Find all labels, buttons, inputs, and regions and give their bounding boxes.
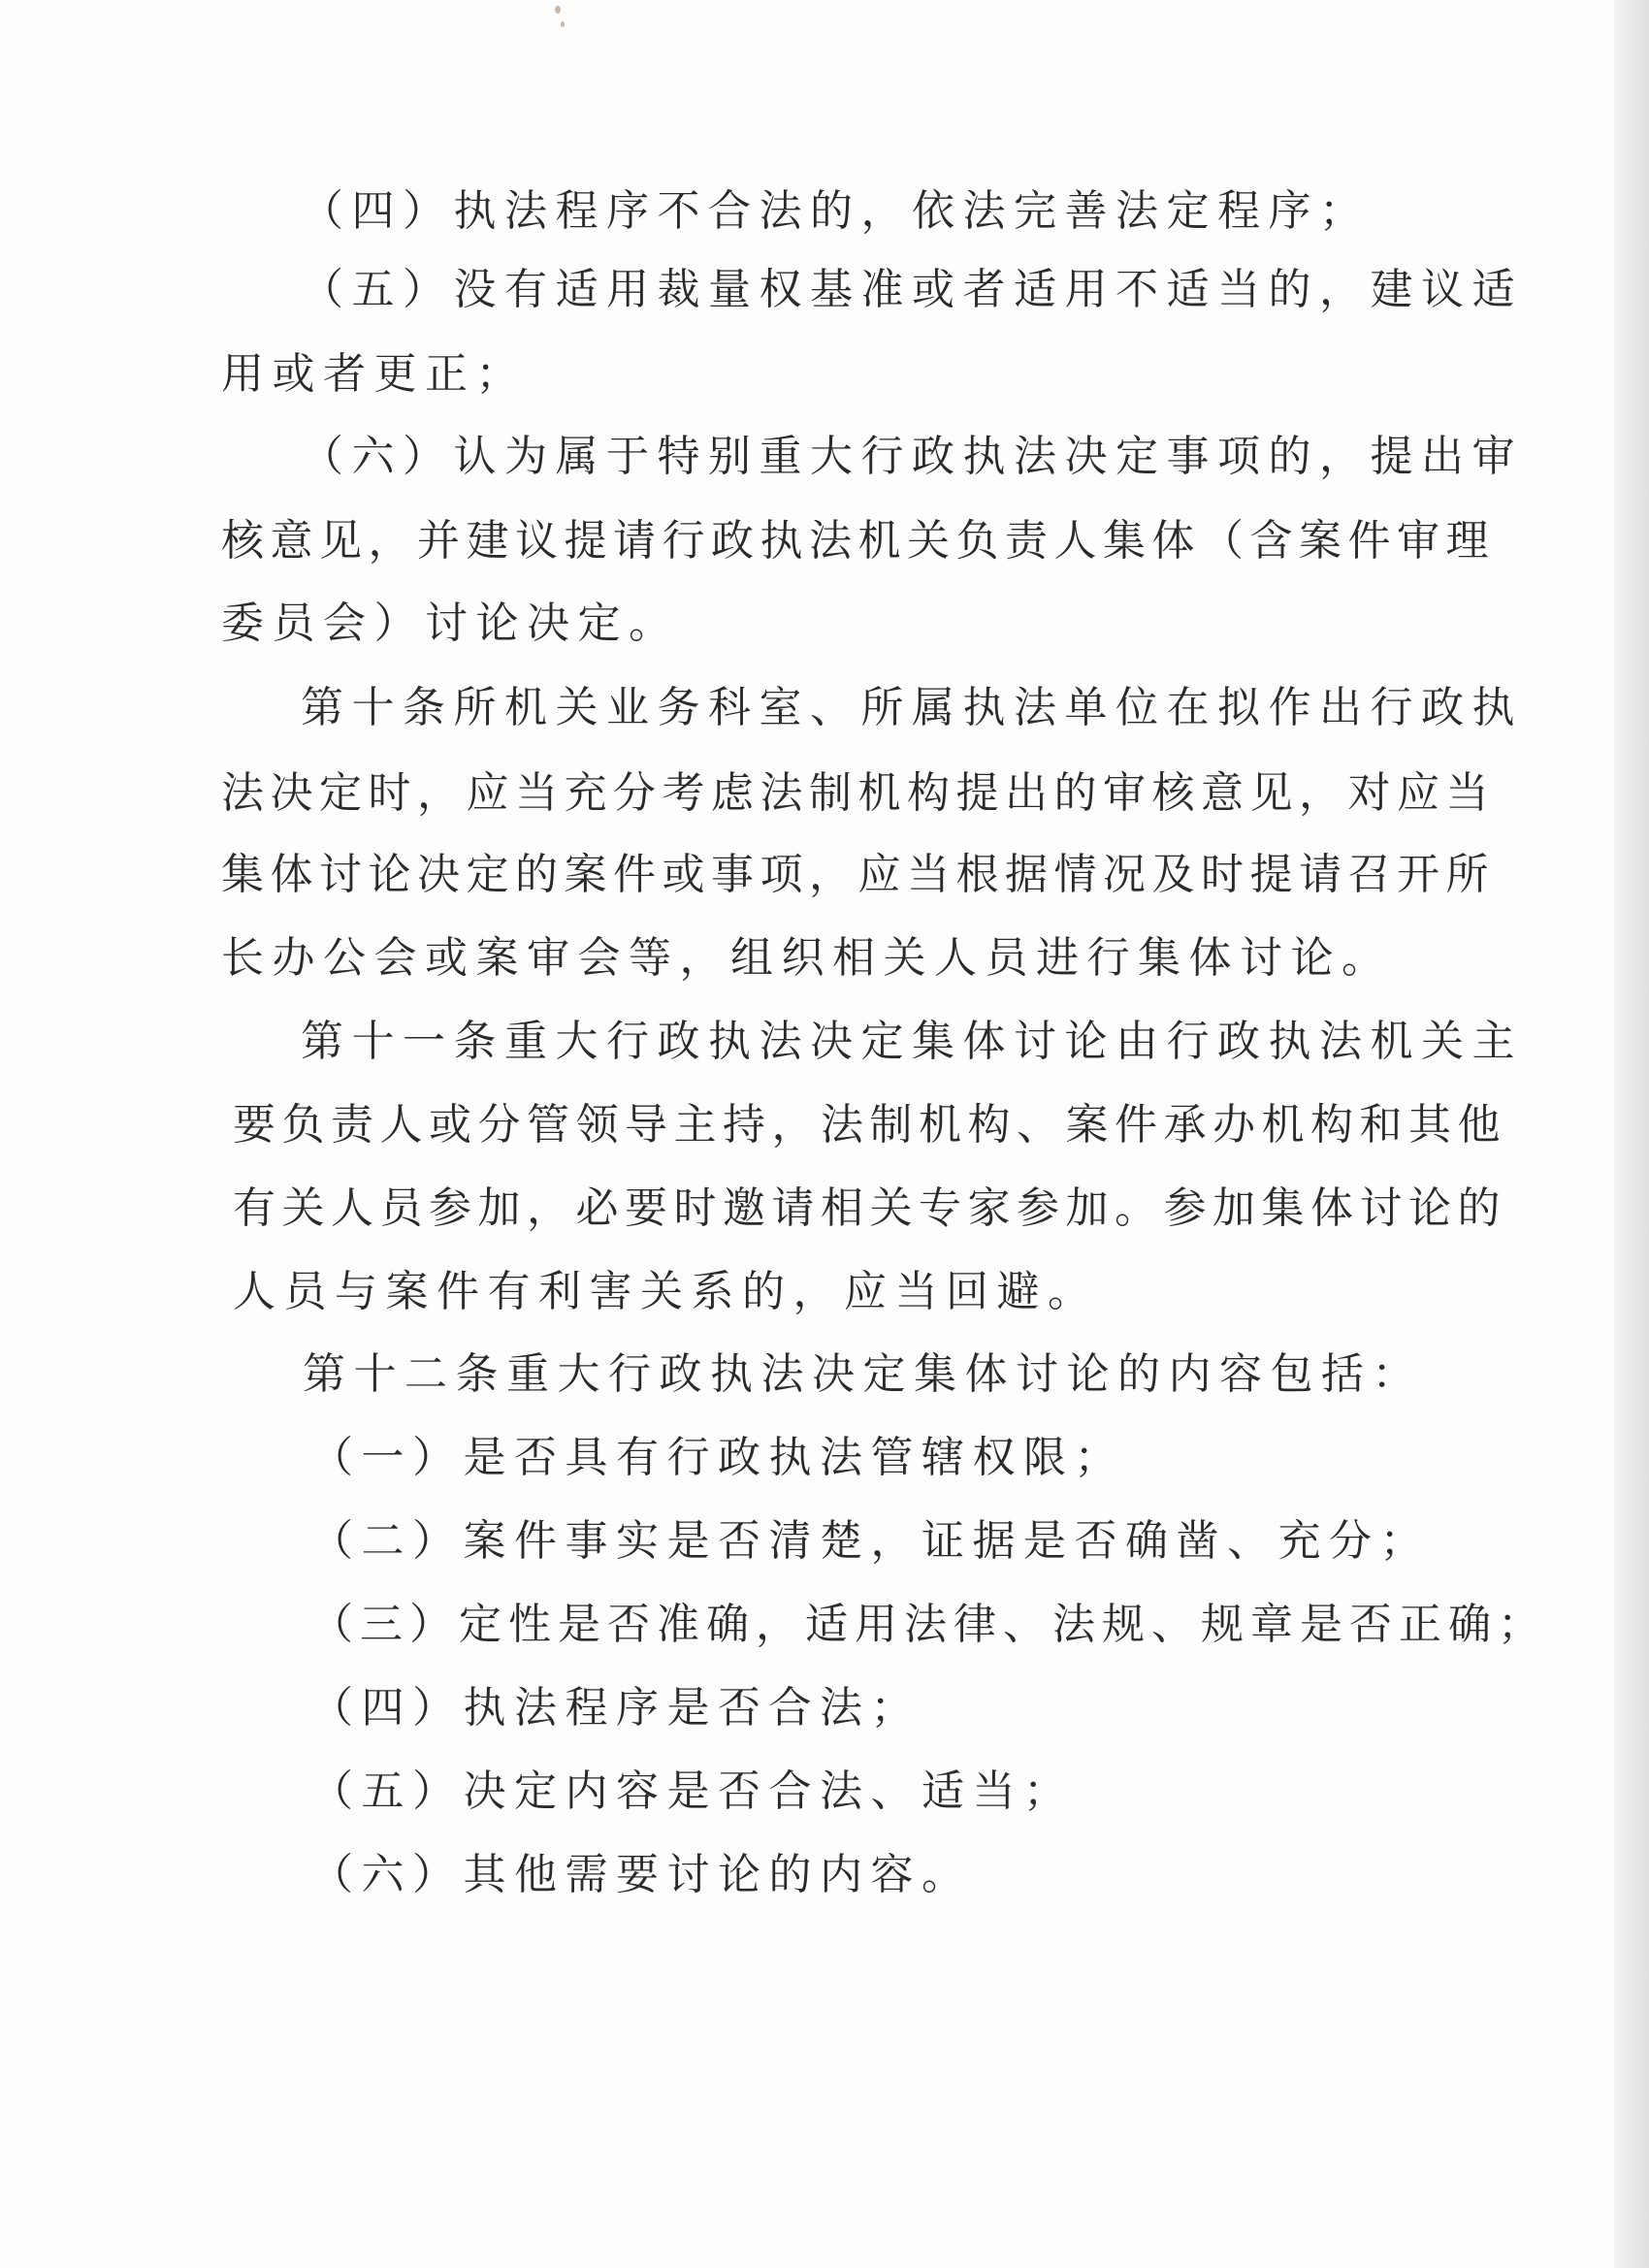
document-line: 法决定时，应当充分考虑法制机构提出的审核意见，对应当: [221, 768, 1495, 818]
document-line: 长办公会或案审会等，组织相关人员进行集体讨论。: [221, 933, 1393, 983]
document-line: （五）没有适用裁量权基准或者适用不适当的，建议适: [301, 265, 1523, 314]
document-line: 第十一条重大行政执法决定集体讨论由行政执法机关主: [301, 1017, 1523, 1066]
document-line: 第十二条重大行政执法决定集体讨论的内容包括：: [303, 1349, 1423, 1399]
document-line: （三）定性是否准确，适用法律、法规、规章是否正确；: [310, 1600, 1547, 1649]
document-line: （一）是否具有行政执法管辖权限；: [310, 1433, 1125, 1482]
document-line: （四）执法程序不合法的，依法完善法定程序；: [301, 186, 1371, 236]
document-line: 第十条所机关业务科室、所属执法单位在拟作出行政执: [301, 683, 1523, 732]
scan-speck: [555, 6, 561, 14]
document-line: （四）执法程序是否合法；: [310, 1683, 922, 1733]
document-line: 有关人员参加，必要时邀请相关专家参加。参加集体讨论的: [233, 1183, 1506, 1233]
document-line: （五）决定内容是否合法、适当；: [310, 1766, 1075, 1816]
document-line: 集体讨论决定的案件或事项，应当根据情况及时提请召开所: [221, 850, 1495, 899]
scan-edge-shadow: [1614, 0, 1649, 2268]
scan-speck: [561, 21, 565, 27]
document-line: 要负责人或分管领导主持，法制机构、案件承办机构和其他: [233, 1100, 1506, 1150]
document-line: 人员与案件有利害关系的，应当回避。: [233, 1267, 1099, 1316]
document-line: （二）案件事实是否清楚，证据是否确凿、充分；: [310, 1516, 1431, 1566]
document-line: 核意见，并建议提请行政执法机关负责人集体（含案件审理: [221, 516, 1495, 566]
document-line: 用或者更正；: [221, 349, 527, 399]
document-line: 委员会）讨论决定。: [221, 599, 680, 648]
document-line: （六）其他需要讨论的内容。: [310, 1850, 973, 1899]
document-line: （六）认为属于特别重大行政执法决定事项的，提出审: [301, 432, 1523, 481]
